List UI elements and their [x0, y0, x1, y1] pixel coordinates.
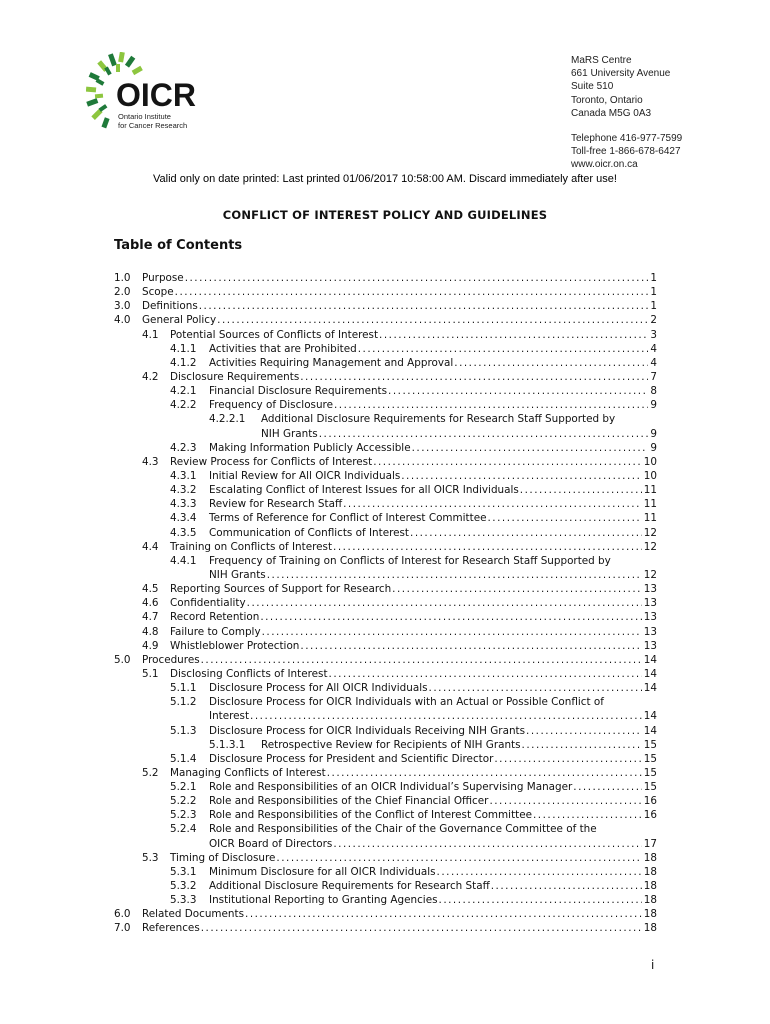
address-line: 661 University Avenue	[571, 68, 671, 80]
toc-entry-title: Minimum Disclosure for all OICR Individuals	[209, 865, 436, 878]
toc-leader-dots	[343, 497, 642, 511]
table-of-contents	[114, 271, 657, 936]
toc-entry-number: 4.3.3	[170, 498, 197, 511]
toc-entry[interactable]	[114, 695, 657, 709]
toc-entry-title: Role and Responsibilities of the Conflict of Interest Committee	[209, 809, 532, 822]
toc-entry-title: Frequency of Disclosure	[209, 399, 333, 412]
toc-leader-dots	[260, 610, 641, 624]
toc-entry-number: 2.0	[114, 286, 131, 299]
toc-leader-dots	[410, 526, 642, 540]
toc-leader-dots	[379, 328, 648, 342]
toc-entry-number: 5.1.3.1	[209, 738, 246, 751]
toc-entry-page: 14	[643, 724, 657, 737]
toc-entry-title: Definitions	[142, 300, 198, 313]
toc-entry-page: 15	[643, 766, 657, 779]
toc-entry-number: 1.0	[114, 272, 131, 284]
toc-entry-title: Role and Responsibilities of the Chair of the Governance Committee of the	[209, 823, 597, 836]
toc-entry-number: 4.3.1	[170, 469, 197, 482]
toc-entry-number: 5.3	[142, 851, 159, 864]
toc-leader-dots	[300, 639, 641, 653]
toc-entry-title: Role and Responsibilities of the Chief Financial Officer	[209, 795, 489, 808]
logo-subtitle: Ontario Institute for Cancer Research	[118, 112, 188, 130]
toc-entry-number: 4.2.2.1	[209, 413, 246, 426]
toc-entry-page: 13	[643, 611, 657, 624]
toc-entry[interactable]	[114, 738, 657, 752]
toc-entry-title: General Policy	[142, 314, 217, 327]
address-line: Canada M5G 0A3	[571, 107, 652, 119]
toc-entry-page: 12	[643, 540, 657, 553]
toc-entry-page: 10	[643, 455, 657, 468]
toc-entry[interactable]	[114, 342, 657, 356]
toc-entry-page: 1	[650, 286, 657, 299]
toc-entry[interactable]	[114, 412, 657, 426]
toc-entry-title: Financial Disclosure Requirements	[209, 385, 388, 398]
toc-leader-dots	[334, 398, 648, 412]
toc-entry-number: 4.1.1	[170, 342, 197, 355]
toc-entry-number: 4.2.1	[170, 385, 197, 398]
toc-entry[interactable]	[114, 639, 657, 653]
toc-entry-page: 12	[643, 568, 657, 581]
toc-leader-dots	[267, 568, 642, 582]
toc-entry-number: 4.5	[142, 583, 159, 596]
toc-entry-number: 4.4.1	[170, 554, 197, 567]
toc-entry-number: 4.0	[114, 314, 131, 327]
toc-entry-title: Scope	[142, 286, 174, 299]
toc-entry-page: 18	[643, 851, 657, 864]
toc-leader-dots	[201, 653, 642, 667]
toc-entry-page: 7	[650, 370, 657, 383]
toc-entry-number: 4.7	[142, 611, 159, 624]
toc-entry-number: 4.2	[142, 370, 159, 383]
toc-entry-number: 5.3.1	[170, 865, 197, 878]
toc-leader-dots	[520, 483, 642, 497]
toc-entry-title: Activities that are Prohibited	[209, 342, 357, 355]
toc-entry[interactable]	[114, 285, 657, 299]
telephone: Telephone 416-977-7599	[571, 133, 683, 145]
toc-leader-dots	[245, 907, 642, 921]
toc-entry-title: Disclosure Process for OICR Individuals with an Actual or Possible Conflict of	[209, 696, 604, 709]
toc-entry-page: 13	[643, 583, 657, 596]
toc-entry-title: Role and Responsibilities of an OICR Individual’s Supervising Manager	[209, 781, 573, 794]
toc-entry-title: Purpose	[142, 272, 184, 284]
toc-entry-title: Review Process for Conflicts of Interest	[170, 455, 373, 468]
toc-entry-title: NIH Grants	[209, 568, 266, 581]
toc-leader-dots	[388, 384, 648, 398]
toc-entry-page: 14	[643, 710, 657, 723]
toc-entry-page: 18	[643, 865, 657, 878]
toc-entry-title: Related Documents	[142, 908, 245, 921]
toc-leader-dots	[185, 271, 649, 285]
toc-leader-dots	[333, 540, 642, 554]
toc-entry-page: 15	[643, 738, 657, 751]
toc-entry[interactable]	[114, 328, 657, 342]
toc-entry-title: Disclosure Process for President and Scientific Director	[209, 752, 494, 765]
toc-leader-dots	[247, 596, 642, 610]
toc-entry-title: Initial Review for All OICR Individuals	[209, 469, 401, 482]
toc-entry-page: 13	[643, 625, 657, 638]
toc-entry-page: 15	[643, 752, 657, 765]
toc-entry-title: Record Retention	[170, 611, 260, 624]
toc-entry-title: Communication of Conflicts of Interest	[209, 526, 410, 539]
toc-entry-title: Terms of Reference for Conflict of Interest Committee	[209, 512, 487, 525]
toc-entry-title: Escalating Conflict of Interest Issues for all OICR Individuals	[209, 484, 519, 497]
toc-entry[interactable]	[114, 921, 657, 935]
toc-entry[interactable]	[114, 865, 657, 879]
toc-entry[interactable]	[114, 709, 657, 723]
toc-leader-dots	[412, 441, 649, 455]
toc-entry[interactable]	[114, 299, 657, 313]
toc-entry[interactable]	[114, 766, 657, 780]
toc-entry[interactable]	[114, 511, 657, 525]
toc-entry-page: 14	[643, 682, 657, 695]
toc-entry-number: 5.2.1	[170, 781, 197, 794]
toc-entry-number: 5.1	[142, 667, 159, 680]
toc-entry-number: 5.0	[114, 653, 131, 666]
toc-entry-page: 17	[643, 837, 657, 850]
toc-entry[interactable]	[114, 313, 657, 327]
toc-entry-number: 5.1.2	[170, 696, 197, 709]
toc-entry-number: 4.2.2	[170, 399, 197, 412]
toc-leader-dots	[329, 667, 642, 681]
toc-leader-dots	[333, 837, 641, 851]
toc-entry[interactable]	[114, 526, 657, 540]
toc-leader-dots	[217, 313, 648, 327]
toc-entry[interactable]	[114, 893, 657, 907]
toc-entry-number: 6.0	[114, 908, 131, 921]
toc-entry-title: Potential Sources of Conflicts of Interest	[170, 328, 379, 341]
toc-entry[interactable]	[114, 469, 657, 483]
toc-entry-page: 3	[650, 328, 657, 341]
toc-entry-title: References	[142, 922, 200, 935]
toc-leader-dots	[199, 299, 649, 313]
toc-entry-page: 14	[643, 653, 657, 666]
toc-entry-page: 18	[643, 922, 657, 935]
toc-leader-dots	[533, 808, 642, 822]
toc-entry[interactable]	[114, 667, 657, 681]
toc-entry-title: Activities Requiring Management and Approval	[209, 356, 454, 369]
toc-entry-title: Frequency of Training on Conflicts of Interest for Research Staff Supported by	[209, 554, 611, 567]
toc-entry-number: 5.2.4	[170, 823, 197, 836]
toc-entry-page: 8	[650, 385, 657, 398]
toc-entry-title: OICR Board of Directors	[209, 837, 333, 850]
toc-entry[interactable]	[114, 582, 657, 596]
toc-entry[interactable]	[114, 554, 657, 568]
toc-leader-dots	[439, 893, 642, 907]
toc-entry-title: Failure to Comply	[170, 625, 261, 638]
toc-heading: Table of Contents	[114, 238, 243, 253]
toc-entry-page: 2	[650, 314, 657, 327]
toc-entry-title: Disclosure Process for All OICR Individuals	[209, 682, 428, 695]
toc-entry[interactable]	[114, 497, 657, 511]
toc-entry[interactable]	[114, 384, 657, 398]
toc-entry[interactable]	[114, 879, 657, 893]
toc-leader-dots	[526, 724, 642, 738]
toc-entry-number: 4.2.3	[170, 441, 197, 454]
toc-entry-number: 5.2.2	[170, 795, 197, 808]
toc-leader-dots	[488, 511, 642, 525]
toc-entry-number: 5.1.1	[170, 682, 197, 695]
toc-leader-dots	[300, 370, 648, 384]
toc-entry-number: 3.0	[114, 300, 131, 313]
toc-entry-page: 18	[643, 880, 657, 893]
toc-entry[interactable]	[114, 794, 657, 808]
toc-entry[interactable]	[114, 837, 657, 851]
toc-entry[interactable]	[114, 625, 657, 639]
toll-free: Toll-free 1-866-678-6427	[571, 146, 681, 158]
toc-entry-number: 5.2	[142, 766, 159, 779]
toc-entry-page: 9	[650, 441, 657, 454]
toc-leader-dots	[250, 709, 642, 723]
toc-entry[interactable]	[114, 398, 657, 412]
toc-entry-page: 1	[650, 272, 657, 284]
toc-entry-number: 4.3.5	[170, 526, 197, 539]
toc-entry-number: 4.1	[142, 328, 159, 341]
toc-entry-number: 4.8	[142, 625, 159, 638]
toc-entry-page: 15	[643, 781, 657, 794]
toc-entry-number: 4.3.4	[170, 512, 197, 525]
toc-leader-dots	[429, 681, 642, 695]
toc-entry-page: 18	[643, 894, 657, 907]
toc-entry-page: 9	[650, 399, 657, 412]
toc-entry[interactable]	[114, 568, 657, 582]
toc-entry-page: 13	[643, 639, 657, 652]
toc-entry-title: Additional Disclosure Requirements for Research Staff Supported by	[261, 413, 616, 426]
toc-entry-page: 16	[643, 795, 657, 808]
logo-wordmark: OICR	[116, 77, 196, 113]
toc-entry[interactable]	[114, 851, 657, 865]
toc-leader-dots	[358, 342, 649, 356]
toc-entry-page: 4	[650, 342, 657, 355]
toc-entry-title: Additional Disclosure Requirements for Research Staff	[209, 880, 490, 893]
toc-entry-title: Whistleblower Protection	[170, 639, 300, 652]
toc-entry[interactable]	[114, 370, 657, 384]
toc-entry[interactable]	[114, 455, 657, 469]
toc-entry-number: 4.1.2	[170, 356, 197, 369]
toc-entry-title: Confidentiality	[170, 597, 246, 610]
toc-entry-page: 13	[643, 597, 657, 610]
toc-entry-title: Disclosure Requirements	[170, 370, 300, 383]
toc-entry-title: Making Information Publicly Accessible	[209, 441, 411, 454]
toc-entry-title: Interest	[209, 710, 250, 723]
toc-entry-page: 12	[643, 526, 657, 539]
page-number: i	[651, 958, 655, 972]
toc-leader-dots	[262, 625, 642, 639]
toc-entry-title: Training on Conflicts of Interest	[170, 540, 333, 553]
toc-entry[interactable]	[114, 681, 657, 695]
toc-leader-dots	[491, 879, 642, 893]
toc-entry-number: 4.3.2	[170, 484, 197, 497]
toc-entry-page: 16	[643, 809, 657, 822]
toc-entry-title: Managing Conflicts of Interest	[170, 766, 326, 779]
toc-entry[interactable]	[114, 540, 657, 554]
toc-entry-page: 10	[643, 469, 657, 482]
toc-entry[interactable]	[114, 441, 657, 455]
toc-entry[interactable]	[114, 356, 657, 370]
toc-leader-dots	[373, 455, 642, 469]
toc-leader-dots	[522, 738, 642, 752]
toc-entry-page: 11	[643, 484, 657, 497]
toc-entry-title: Disclosing Conflicts of Interest	[170, 667, 328, 680]
toc-entry-title: Institutional Reporting to Granting Agencies	[209, 894, 438, 907]
toc-entry-number: 7.0	[114, 922, 131, 935]
toc-entry-title: Reporting Sources of Support for Research	[170, 583, 392, 596]
toc-entry-number: 5.2.3	[170, 809, 197, 822]
toc-entry-title: NIH Grants	[261, 427, 318, 440]
toc-entry[interactable]	[114, 780, 657, 794]
toc-entry-number: 4.3	[142, 455, 159, 468]
toc-entry-page: 1	[650, 300, 657, 313]
toc-leader-dots	[437, 865, 642, 879]
toc-leader-dots	[494, 752, 641, 766]
toc-entry-number: 4.6	[142, 597, 159, 610]
toc-entry-page: 11	[643, 498, 657, 511]
toc-leader-dots	[319, 427, 649, 441]
toc-leader-dots	[327, 766, 642, 780]
toc-entry-title: Review for Research Staff	[209, 498, 343, 511]
toc-entry[interactable]	[114, 483, 657, 497]
toc-entry[interactable]	[114, 271, 657, 285]
toc-entry-number: 5.3.2	[170, 880, 197, 893]
toc-entry-title: Retrospective Review for Recipients of NIH Grants	[261, 738, 521, 751]
website: www.oicr.on.ca	[571, 159, 638, 171]
toc-entry-page: 14	[643, 667, 657, 680]
toc-leader-dots	[201, 921, 642, 935]
toc-entry-page: 18	[643, 908, 657, 921]
toc-entry[interactable]	[114, 907, 657, 921]
toc-entry-number: 5.3.3	[170, 894, 197, 907]
toc-entry[interactable]	[114, 610, 657, 624]
toc-entry-page: 9	[650, 427, 657, 440]
toc-entry[interactable]	[114, 752, 657, 766]
toc-leader-dots	[573, 780, 641, 794]
toc-leader-dots	[175, 285, 649, 299]
toc-leader-dots	[401, 469, 642, 483]
toc-entry[interactable]	[114, 653, 657, 667]
toc-entry[interactable]	[114, 822, 657, 836]
address-line: Toronto, Ontario	[571, 94, 643, 106]
print-notice: Valid only on date printed: Last printed 01/06/2017 10:58:00 AM. Discard immediately after use!	[153, 173, 617, 185]
oicr-logo	[86, 52, 236, 130]
toc-entry-title: Timing of Disclosure	[170, 851, 276, 864]
toc-entry-number: 4.4	[142, 540, 159, 553]
toc-entry-page: 11	[643, 512, 657, 525]
address-line: MaRS Centre	[571, 55, 632, 66]
toc-leader-dots	[489, 794, 641, 808]
toc-entry[interactable]	[114, 427, 657, 441]
toc-entry-number: 5.1.3	[170, 724, 197, 737]
toc-entry[interactable]	[114, 808, 657, 822]
letterhead-address	[571, 54, 682, 172]
toc-leader-dots	[276, 851, 641, 865]
document-title: CONFLICT OF INTEREST POLICY AND GUIDELINES	[222, 208, 548, 222]
toc-leader-dots	[392, 582, 642, 596]
toc-entry-page: 4	[650, 356, 657, 369]
toc-leader-dots	[454, 356, 648, 370]
toc-entry[interactable]	[114, 724, 657, 738]
toc-entry-title: Disclosure Process for OICR Individuals Receiving NIH Grants	[209, 724, 526, 737]
toc-entry-number: 5.1.4	[170, 752, 197, 765]
toc-entry-number: 4.9	[142, 639, 159, 652]
address-line: Suite 510	[571, 81, 614, 93]
toc-entry-title: Procedures	[142, 653, 200, 666]
toc-entry[interactable]	[114, 596, 657, 610]
